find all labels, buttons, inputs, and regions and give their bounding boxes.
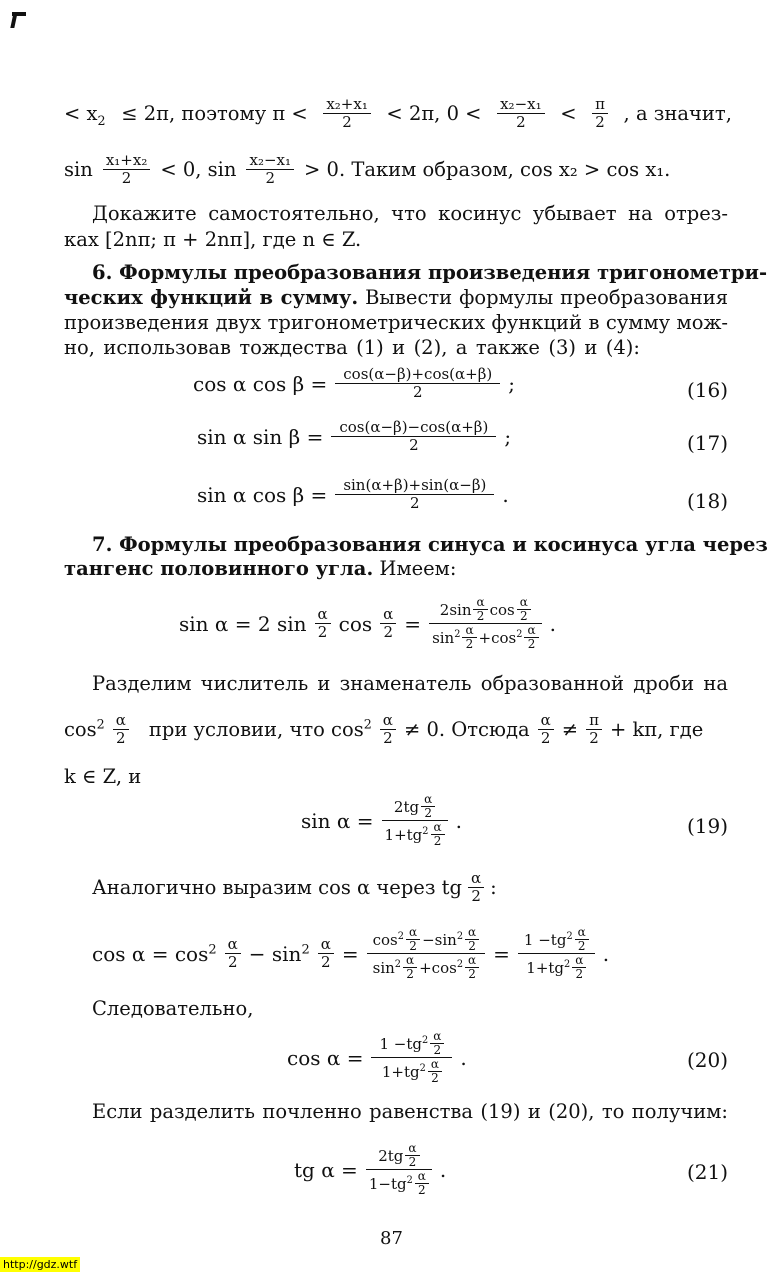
page-number: 87 <box>380 1228 403 1249</box>
equation-number: (16) <box>686 378 728 402</box>
fraction: 2sin α 2 cos α 2 $\sin^2$ α 2 $+\cos^2$ α 2 <box>429 596 542 651</box>
paragraph-line: ках [2nπ; π + 2nπ], где n ∈ Z. <box>64 228 362 251</box>
fraction: x₂−x₁ 2 <box>246 152 294 187</box>
equation-16: cos α cos β = $\frac{\cos(\alpha-\beta)+\cos(\alpha+\beta)}{2}$ ; <box>193 365 516 401</box>
fraction: $\frac{\cos(\alpha-\beta)+\cos(\alpha+\beta)}{2}$ <box>335 366 500 401</box>
fraction: x₁+x₂ 2 <box>103 152 151 187</box>
section-6-title: 6. Формулы преобразования произведения тригонометри- <box>92 261 768 284</box>
section-6-line-4: но, использовав тождества (1) и (2), а также (3) и (4): <box>64 336 640 359</box>
paragraph-line: Если разделить почленно равенства (19) и (20), то получим: <box>92 1100 728 1123</box>
section-7-line-2: тангенс половинного угла. Имеем: <box>64 557 457 580</box>
equation-18: sin α cos β = $\frac{\sin(\alpha+\beta)+\sin(\alpha-\beta)}{2}$ . <box>197 476 509 512</box>
text-line-cos2: $\cos^2$ α 2 при условии, что $\cos^2$ α 2 ≠ 0. Отсюда α 2 ≠ π 2 + kπ, где <box>64 711 704 747</box>
equation-17: sin α sin β = $\frac{\cos(\alpha-\beta)-\cos(\alpha+\beta)}{2}$ ; <box>197 418 512 454</box>
fraction: $\cos^2$ α 2 $-\sin^2$ α 2 $\sin^2$ α 2 $+\cos^2$ α 2 <box>367 926 486 981</box>
fraction: 2tg α 2 $1-tg^2$ α 2 <box>366 1142 432 1197</box>
equation-number: (18) <box>686 489 728 513</box>
section-6-line-2: ческих функций в сумму. Вывести формулы преобразования <box>64 286 728 309</box>
paragraph-line: Аналогично выразим cos α через tg α 2 : <box>92 869 497 905</box>
equation-number: (21) <box>686 1160 728 1184</box>
equation-cos-half-angle: $\cos \alpha = \cos^2$ α 2 − $\sin^2$ $\frac{\alpha}{2}$ = $\cos^2$ α 2 $-\sin^2$ α 2 $\sin^2$ α 2 $+\cos^2$ α 2 = $1 -tg^2$ α 2 $1+tg^2$ α 2 . <box>92 925 610 981</box>
equation-number: (20) <box>686 1048 728 1072</box>
fraction: $1 -tg^2$ α 2 $1+tg^2$ α 2 <box>518 926 595 981</box>
equation-21: tg α = 2tg α 2 $1-tg^2$ α 2 . <box>294 1141 447 1197</box>
text-line-1: < $x_2$ ≤ 2π, поэтому π < x₂+x₁ 2 < 2π, 0 < x₂−x₁ 2 < π 2 , а значит, <box>64 95 732 131</box>
equation-20: cos α = $1 -tg^2$ α 2 $1+tg^2$ α 2 . <box>287 1029 467 1085</box>
equation-sin-half-angle: sin α = 2 sin α 2 cos $\frac{\alpha}{2}$ = 2sin α 2 cos α 2 $\sin^2$ α 2 $+\cos^2$ α 2 . <box>179 595 556 651</box>
watermark-link[interactable]: http://gdz.wtf <box>0 1257 80 1272</box>
text-line-k: k ∈ Z, и <box>64 765 142 788</box>
paragraph-line: Разделим числитель и знаменатель образованной дроби на <box>92 672 728 695</box>
section-7-title: 7. Формулы преобразования синуса и косинуса угла через <box>92 533 768 556</box>
corner-mark <box>12 12 26 26</box>
fraction: x₂−x₁ 2 <box>497 96 545 131</box>
equation-number: (19) <box>686 814 728 838</box>
fraction: $1 -tg^2$ α 2 $1+tg^2$ α 2 <box>371 1030 452 1085</box>
paragraph-line: Докажите самостоятельно, что косинус убывает на отрез- <box>92 202 728 225</box>
equation-19: sin α = 2tg α 2 $1+tg^2$ α 2 . <box>301 792 462 848</box>
equation-number: (17) <box>686 431 728 455</box>
section-6-line-3: произведения двух тригонометрических функций в сумму мож- <box>64 311 728 334</box>
fraction: π 2 <box>592 96 608 131</box>
fraction: $\frac{\cos(\alpha-\beta)-\cos(\alpha+\beta)}{2}$ <box>331 419 496 454</box>
text-line-2: sin x₁+x₂ 2 < 0, sin x₂−x₁ 2 > 0. Таким образом, cos x₂ > cos x₁. <box>64 151 671 187</box>
fraction: $\frac{\sin(\alpha+\beta)+\sin(\alpha-\beta)}{2}$ <box>335 477 494 512</box>
fraction: 2tg α 2 $1+tg^2$ α 2 <box>382 793 448 848</box>
paragraph-line: Следовательно, <box>92 997 254 1020</box>
fraction: x₂+x₁ 2 <box>323 96 371 131</box>
